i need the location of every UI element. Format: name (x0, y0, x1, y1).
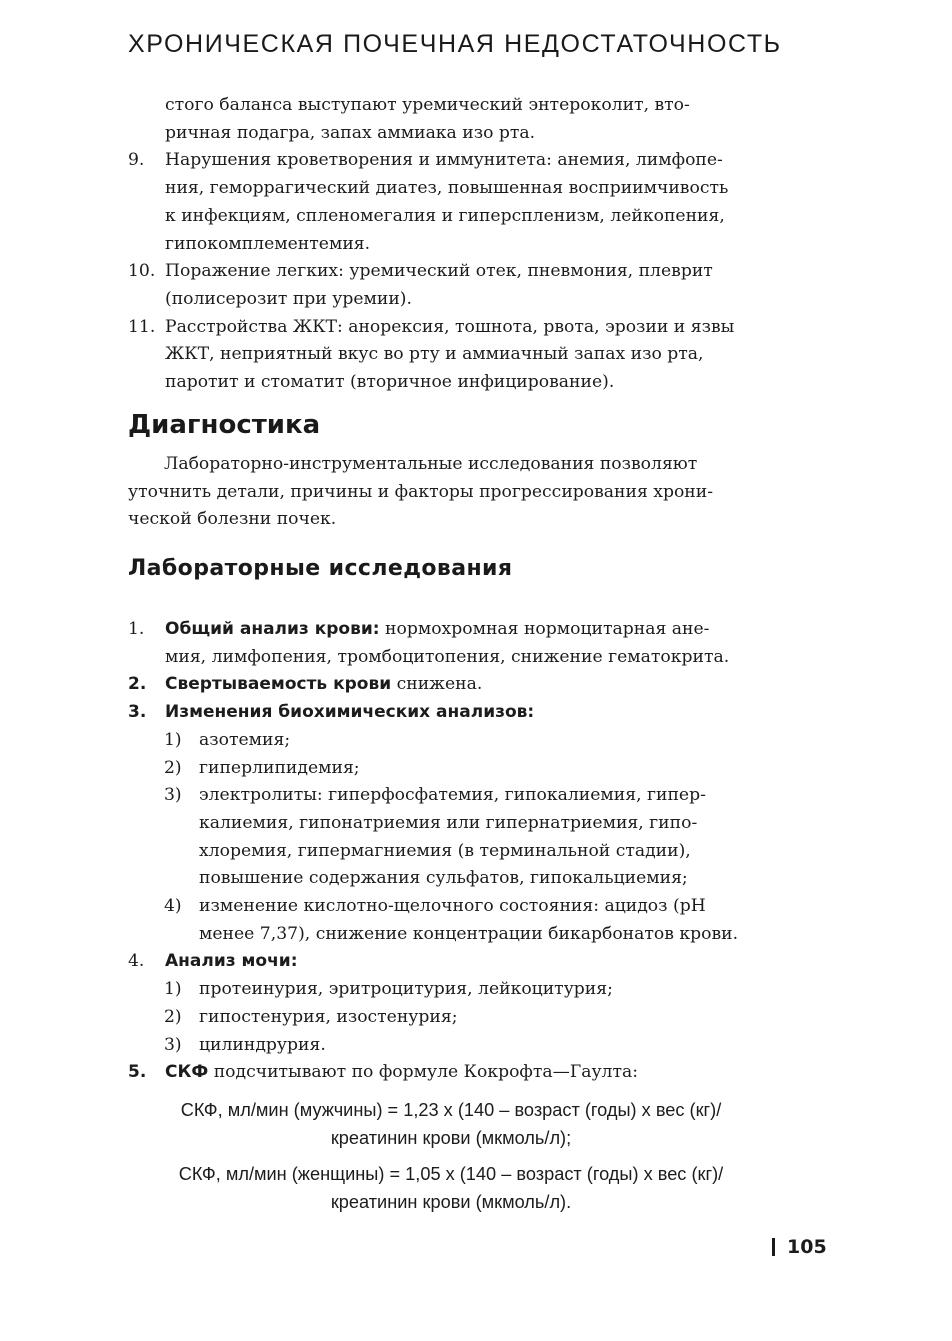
formula-men (128, 1096, 774, 1152)
text-line: Нарушения кроветворения и иммунитета: анемия, лимфопе- (165, 150, 723, 171)
subsection-heading: Лабораторные исследования (128, 556, 513, 581)
item-term: Общий анализ крови: (165, 619, 380, 639)
text-line: хлоремия, гипермагниемия (в терминальной стадии), (199, 840, 691, 861)
running-head: ХРОНИЧЕСКАЯ ПОЧЕЧНАЯ НЕДОСТАТОЧНОСТЬ (128, 30, 782, 58)
list-number: 11. (128, 316, 156, 337)
text-line: паротит и стоматит (вторичное инфицирование). (165, 372, 615, 393)
text-line: Поражение легких: уремический отек, пневмония, плеврит (165, 261, 713, 282)
text-line: гиперлипидемия; (199, 757, 360, 778)
text-line: ричная подагра, запах аммиака изо рта. (165, 122, 536, 143)
text-line: менее 7,37), снижение концентрации бикарбонатов крови. (199, 923, 739, 944)
text-line: к инфекциям, спленомегалия и гиперспленизм, лейкопения, (165, 205, 725, 226)
text-line: ческой болезни почек. (128, 509, 337, 530)
list-number: 9. (128, 150, 145, 171)
item-term: Свертываемость крови (165, 674, 392, 695)
text-line: уточнить детали, причины и факторы прогрессирования хрони- (128, 481, 714, 502)
sub-item (128, 1004, 774, 1032)
sub-number: 1) (164, 729, 182, 750)
folio-bar (772, 1238, 775, 1256)
lab-item-gfr (128, 1059, 774, 1087)
lab-list (128, 616, 774, 1087)
page-number: 105 (787, 1236, 827, 1258)
list-item-9 (128, 147, 774, 258)
item-term: Изменения биохимических анализов: (165, 702, 535, 723)
list-number: 10. (128, 261, 156, 282)
text-line: СКФ подсчитывают по формуле Кокрофта—Гаулта: (165, 1062, 639, 1083)
text-line: калиемия, гипонатриемия или гипернатриемия, гипо- (199, 812, 698, 833)
sub-item (128, 727, 774, 755)
lab-item-blood (128, 616, 774, 671)
text-line: стого баланса выступают уремический энтероколит, вто- (165, 95, 690, 115)
list-item-11 (128, 314, 774, 397)
sub-item (128, 755, 774, 783)
text-line: гипокомплементемия. (165, 233, 371, 254)
text-line (165, 699, 774, 727)
text-line: ния, геморрагический диатез, повышенная восприимчивость (165, 178, 729, 199)
sub-item (128, 1032, 774, 1060)
sub-item (128, 976, 774, 1004)
text-line: Общий анализ крови: нормохромная нормоцитарная ане- (165, 619, 710, 639)
list-number: 5. (128, 1062, 147, 1083)
item-term: СКФ (165, 1062, 209, 1083)
sub-number: 1) (164, 979, 182, 1000)
sub-number: 4) (164, 896, 182, 917)
section-heading: Диагностика (128, 410, 321, 440)
list-item-continued (128, 92, 774, 147)
formula-line: креатинин крови (мкмоль/л). (330, 1192, 572, 1212)
page-folio (772, 1236, 827, 1258)
sub-number: 3) (164, 1034, 182, 1055)
top-list (128, 92, 774, 397)
text-line: электролиты: гиперфосфатемия, гипокалиемия, гипер- (199, 785, 706, 806)
text-line: ЖКТ, неприятный вкус во рту и аммиачный запах изо рта, (165, 344, 704, 365)
section-intro (128, 451, 774, 534)
text-line: Расстройства ЖКТ: анорексия, тошнота, рвота, эрозии и язвы (165, 316, 735, 337)
list-number: 2. (128, 674, 147, 695)
list-number: 4. (128, 951, 145, 972)
list-number: 3. (128, 702, 147, 723)
text-line: азотемия; (199, 729, 291, 750)
item-term: Анализ мочи: (165, 951, 298, 972)
sub-number: 2) (164, 1006, 182, 1027)
formula-line: СКФ, мл/мин (женщины) = 1,05 х (140 – возраст (годы) х вес (кг)/ (178, 1164, 724, 1184)
sub-number: 3) (164, 785, 182, 806)
formula-women (128, 1160, 774, 1216)
text-line (165, 948, 774, 976)
text-line: мия, лимфопения, тромбоцитопения, снижение гематокрита. (165, 646, 730, 667)
text-line: повышение содержания сульфатов, гипокальциемия; (199, 868, 688, 889)
sub-item (128, 782, 774, 893)
formula-line: креатинин крови (мкмоль/л); (330, 1128, 572, 1148)
sub-item (128, 893, 774, 948)
formula-line: СКФ, мл/мин (мужчины) = 1,23 х (140 – возраст (годы) х вес (кг)/ (180, 1100, 722, 1120)
list-item-10 (128, 258, 774, 313)
lab-item-urine (128, 948, 774, 976)
text-line: изменение кислотно-щелочного состояния: ацидоз (pH (199, 896, 706, 917)
lab-item-biochem (128, 699, 774, 727)
text-line: Свертываемость крови снижена. (165, 674, 483, 695)
text-line: Лабораторно-инструментальные исследования позволяют (164, 454, 698, 474)
text-line: протеинурия, эритроцитурия, лейкоцитурия; (199, 979, 613, 1000)
lab-item-coagulation (128, 671, 774, 699)
text-line: (полисерозит при уремии). (165, 288, 412, 309)
list-number: 1. (128, 619, 145, 639)
sub-number: 2) (164, 757, 182, 778)
text-line: цилиндрурия. (199, 1034, 326, 1055)
text-line: гипостенурия, изостенурия; (199, 1006, 458, 1027)
